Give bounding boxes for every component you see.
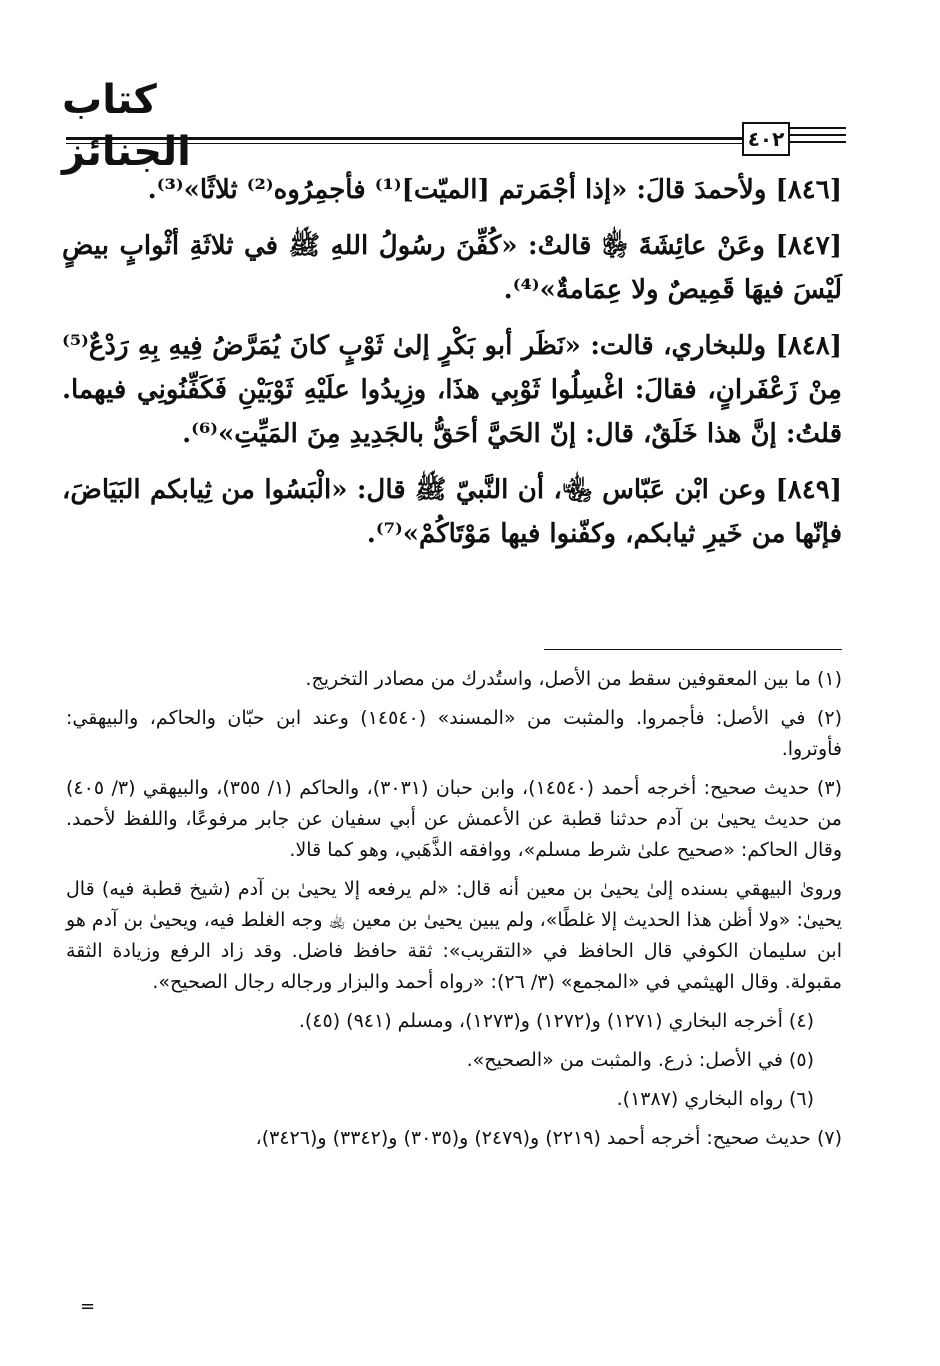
footnote-4: (٤) أخرجه البخاري (١٢٧١) و(١٢٧٢) و(١٢٧٣)، ومسلم (٩٤١) (٤٥). [298,1010,814,1032]
page-number-ornament [790,134,846,136]
hadith-849 [62,468,842,556]
hadith-846 [62,168,842,212]
footnote-separator [544,649,842,650]
header-rule-thin [66,143,742,144]
hadith-number: [٨٤٧] [775,231,842,261]
hadith-number: [٨٤٩] [775,475,842,505]
hadith-text: وعن ابْن عَبّاس ﵄، أن النَّبيّ ﷺ قال: «الْبَسُوا من ثِيابكم البَيَاضَ، فإنّها من خَيرِ ثيابكم، وكفّنوا فيها مَوْتَاكُمْ»⁽⁷⁾. [62,475,842,549]
hadith-848 [62,324,842,456]
hadith-text: وعَنْ عائِشَةَ ﵂ قالتْ: «كُفِّنَ رسُولُ اللهِ ﷺ في ثلاثَةِ أثْوابٍ بيضٍ لَيْسَ فيهَا قَمِيصٌ ولا عِمَامةٌ»⁽⁴⁾. [62,231,842,305]
footnote-3: (٣) حديث صحيح: أخرجه أحمد (١٤٥٤٠)، وابن حبان (٣٠٣١)، والحاكم (١/ ٣٥٥)، والبيهقي (٣/ ٤٠٥) من حديث يحيىٰ بن آدم حدثنا قطبة عن الأعمش عن أبي سفيان عن جابر مرفوعًا، واللفظ لأحمد. وقال الحاكم: «صحيح علىٰ شرط مسلم»، ووافقه الذَّهَبي، وهو كما قالا. [66,777,842,861]
footnote-6: (٦) رواه البخاري (١٣٨٧). [616,1088,814,1110]
page-number-ornament [790,127,846,129]
footnote-7: (٧) حديث صحيح: أخرجه أحمد (٢٢١٩) و(٢٤٧٩) و(٣٠٣٥) و(٣٣٤٢) و(٣٤٢٦)، [255,1127,842,1149]
hadith-847 [62,224,842,312]
hadith-text: وللبخاري، قالت: «نَظَر أبو بَكْرٍ إلىٰ ثَوْبٍ كانَ يُمَرَّضُ فِيهِ بِهِ رَدْعٌ⁽⁵⁾ مِنْ زَعْفَرانٍ، فقالَ: اغْسِلُوا ثَوْبِي هذَا، وزِيدُوا علَيْهِ ثَوْبَيْنِ فَكَفِّنُونِي فيهما. قلتُ: إنَّ هذا خَلَقٌ، قال: إنّ الحَيَّ أحَقُّ بالجَدِيدِ مِنَ المَيِّتِ»⁽⁶⁾. [62,331,842,449]
main-text [62,168,842,568]
hadith-number: [٨٤٨] [775,331,842,361]
hadith-number: [٨٤٦] [775,175,842,205]
hadith-text: ولأحمدَ قالَ: «إذا أجْمَرتم [الميّت]⁽¹⁾ فأجمِرُوه⁽²⁾ ثلاثًا»⁽³⁾. [147,175,776,205]
footnote-1: (١) ما بين المعقوفين سقط من الأصل، واستُدرك من مصادر التخريج. [305,668,842,690]
page-number: ٤٠٢ [742,122,790,156]
footnotes [66,664,842,1162]
header-rule [66,137,742,140]
footnote-5: (٥) في الأصل: ذرع. والمثبت من «الصحيح». [466,1049,814,1071]
footnote-3-continuation: وروىٰ البيهقي بسنده إلىٰ يحيىٰ بن معين أنه قال: «لم يرفعه إلا يحيىٰ بن آدم (شيخ قطبة فيه) قال يحيىٰ: «ولا أظن هذا الحديث إلا غلطًا»، ولم يبين يحيىٰ بن معين ﵀ وجه الغلط فيه، ويحيىٰ بن آدم هو ابن سليمان الكوفي قال الحافظ في «التقريب»: ثقة حافظ فاضل. وقد زاد الرفع وزيادة الثقة مقبولة. وقال الهيثمي في «المجمع» (٣/ ٢٦): «رواه أحمد والبزار ورجاله رجال الصحيح». [66,878,842,993]
running-header-title: كتاب الجنائز [62,77,191,175]
continuation-mark: = [80,1296,96,1317]
page-number-ornament [790,141,846,143]
footnote-2: (٢) في الأصل: فأجمروا. والمثبت من «المسند» (١٤٥٤٠) وعند ابن حبّان والحاكم، والبيهقي: فأوتروا. [66,707,842,760]
